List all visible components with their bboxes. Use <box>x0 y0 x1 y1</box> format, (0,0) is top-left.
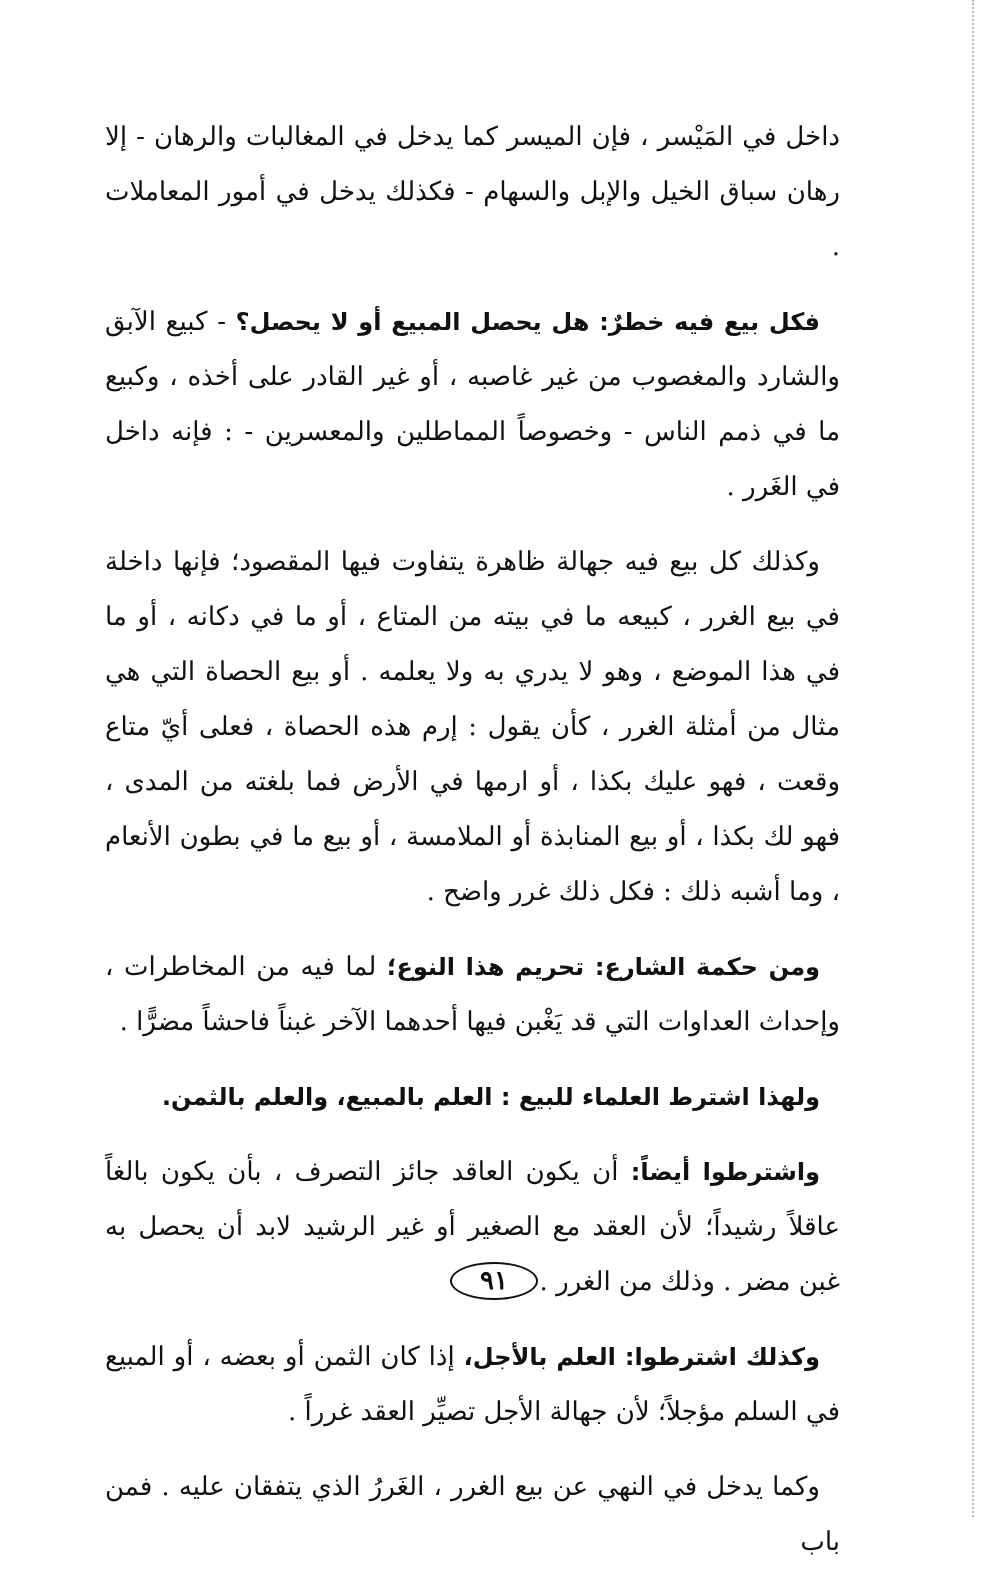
paragraph-text: لما فيه من المخاطرات ، وإحداث العداوات التي قد يَغْبن فيها أحدهما الآخر غبناً فاحشاً مضرًّا . <box>105 952 840 1037</box>
paragraph-4 <box>105 940 840 1050</box>
binding-edge-dotted-line <box>972 0 974 1517</box>
paragraph-lead: واشترطوا أيضاً: <box>630 1158 820 1186</box>
paragraph-2 <box>105 295 840 515</box>
paragraph-lead: فكل بيع فيه خطرٌ: هل يحصل المبيع أو لا يحصل؟ <box>235 308 820 336</box>
paragraph-lead: ومن حكمة الشارع: تحريم هذا النوع؛ <box>386 953 820 981</box>
paragraph-7 <box>105 1330 840 1440</box>
paragraph-8 <box>105 1460 840 1570</box>
paragraph-5 <box>105 1070 840 1125</box>
paragraph-text: إذا كان الثمن أو بعضه ، أو المبيع في السلم مؤجلاً؛ لأن جهالة الأجل تصيِّر العقد غرراً . <box>105 1342 840 1427</box>
paragraph-text: داخل في المَيْسر ، فإن الميسر كما يدخل في المغالبات والرهان - إلا رهان سباق الخيل والإبل والسهام - فكذلك يدخل في أمور المعاملات . <box>105 122 840 262</box>
paragraph-text: - كبيع الآبق والشارد والمغصوب من غير غاصبه ، أو غير القادر على أخذه ، وكبيع ما في ذمم الناس - وخصوصاً المماطلين والمعسرين - : فإنه داخل في الغَرر . <box>105 307 840 502</box>
paragraph-lead: وكذلك اشترطوا: العلم بالأجل، <box>463 1343 820 1371</box>
paragraph-text: أن يكون العاقد جائز التصرف ، بأن يكون بالغاً عاقلاً رشيداً؛ لأن العقد مع الصغير أو غير الرشيد لابد أن يحصل به غبن مضر . وذلك من الغرر . <box>105 1157 840 1297</box>
paragraph-1 <box>105 110 840 275</box>
paragraph-text: وكذلك كل بيع فيه جهالة ظاهرة يتفاوت فيها المقصود؛ فإنها داخلة في بيع الغرر ، كبيعه ما في بيته من المتاع ، أو ما في دكانه ، أو ما في هذا الموضع ، وهو لا يدري به ولا يعلمه . أو بيع الحصاة التي هي مثال من أمثلة الغرر ، كأن يقول : إرم هذه الحصاة ، فعلى أيّ متاع وقعت ، فهو عليك بكذا ، أو ارمها في الأرض فما بلغته من المدى ، فهو لك بكذا ، أو بيع المنابذة أو الملامسة ، أو بيع ما في بطون الأنعام ، وما أشبه ذلك : فكل ذلك غرر واضح . <box>105 547 840 907</box>
paragraph-3 <box>105 535 840 920</box>
paragraph-text: وكما يدخل في النهي عن بيع الغرر ، الغَررُ الذي يتفقان عليه . فمن باب <box>105 1472 840 1557</box>
page-number-oval <box>450 1262 538 1300</box>
page-number: ٩١ <box>480 1266 508 1296</box>
page-body <box>105 110 840 1590</box>
paragraph-lead: ولهذا اشترط العلماء للبيع : العلم بالمبيع، والعلم بالثمن. <box>161 1083 820 1111</box>
